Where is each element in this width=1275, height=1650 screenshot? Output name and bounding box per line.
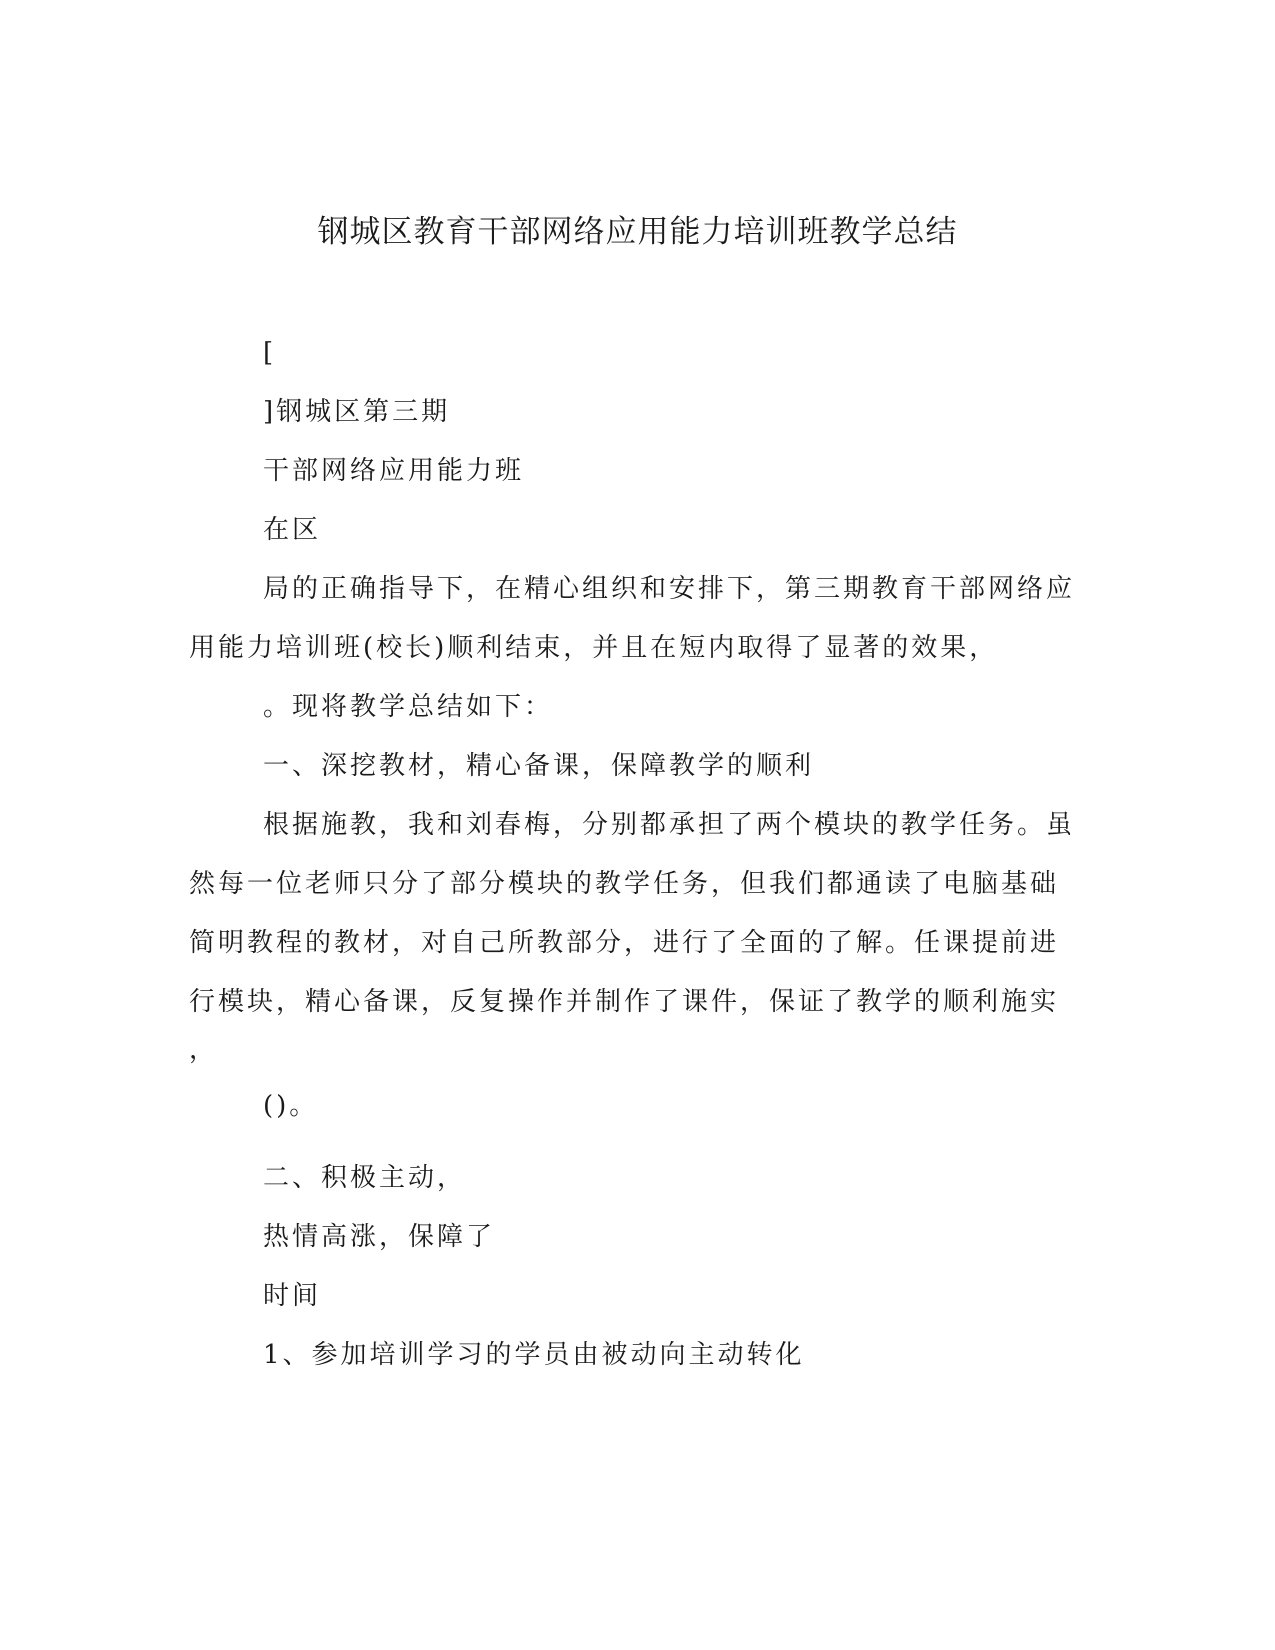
text-line: 。现将教学总结如下： <box>263 692 554 722</box>
text-line: ()。 <box>263 1091 319 1121</box>
text-line: ， <box>189 1035 219 1065</box>
subsection-heading: 1、参加培训学习的学员由被动向主动转化 <box>263 1340 805 1370</box>
text-line: ]钢城区第三期 <box>263 397 451 427</box>
section-heading: 二、积极主动， <box>263 1163 467 1193</box>
text-line: 热情高涨，保障了 <box>263 1222 496 1252</box>
text-line: 时间 <box>263 1281 322 1311</box>
text-line: 行模块，精心备课，反复操作并制作了课件，保证了教学的顺利施实 <box>189 987 1060 1017</box>
text-line: 干部网络应用能力班 <box>263 456 525 486</box>
text-line: 局的正确指导下，在精心组织和安排下，第三期教育干部网络应 <box>263 574 1076 604</box>
text-line: 用能力培训班(校长)顺利结束，并且在短内取得了显著的效果， <box>189 633 999 663</box>
text-line: 根据施教，我和刘春梅，分别都承担了两个模块的教学任务。虽 <box>263 810 1076 840</box>
text-line: 然每一位老师只分了部分模块的教学任务，但我们都通读了电脑基础 <box>189 869 1060 899</box>
text-line: [ <box>263 338 277 368</box>
text-line: 简明教程的教材，对自己所教部分，进行了全面的了解。任课提前进 <box>189 928 1060 958</box>
text-line: 在区 <box>263 515 322 545</box>
document-title: 钢城区教育干部网络应用能力培训班教学总结 <box>317 214 958 250</box>
section-heading: 一、深挖教材，精心备课，保障教学的顺利 <box>263 751 815 781</box>
